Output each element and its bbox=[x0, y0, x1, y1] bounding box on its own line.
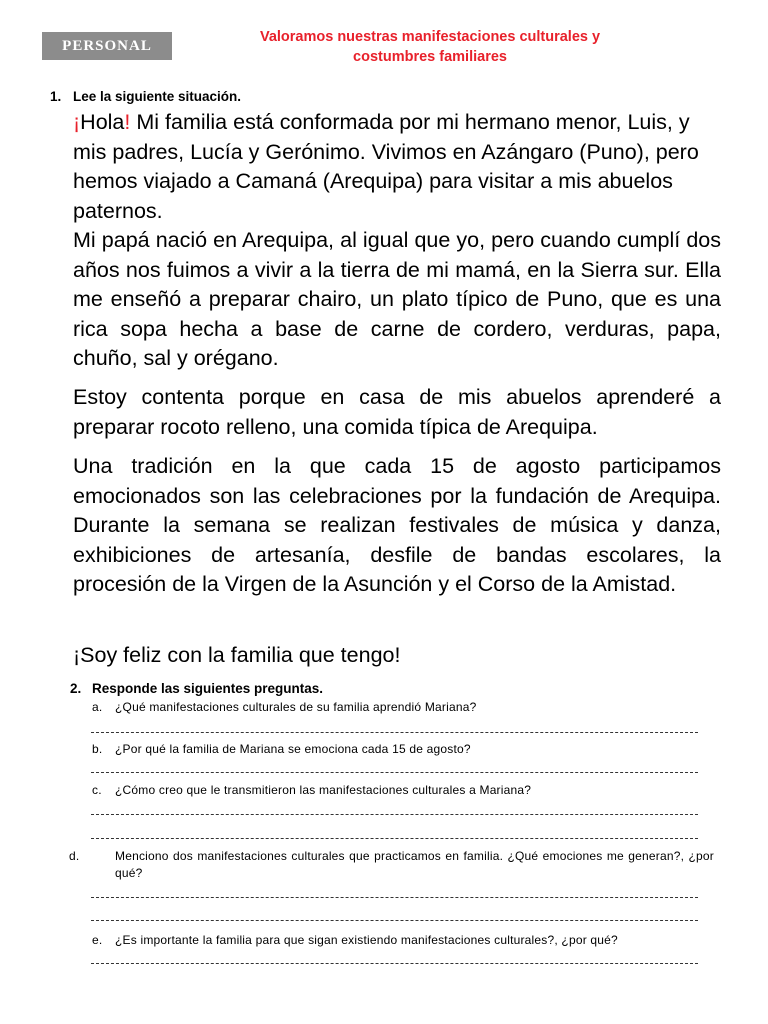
story-paragraph-2-text: Mi papá nació en Arequipa, al igual que yo, pero cuando cumplí dos años nos fuimos a vivir a la tierra de mi mamá, en la Sierra sur. Ella me enseñó a preparar chairo, un plato típico de Puno, que es una rica sopa hecha a base de carne de cordero, verduras, papa, chuño, sal y orégano. bbox=[73, 228, 721, 370]
story-paragraph-5-text: ¡Soy feliz con la familia que tengo! bbox=[73, 643, 401, 667]
question-letter: e. bbox=[92, 933, 103, 947]
story-paragraph-2 bbox=[73, 226, 721, 374]
question-text: ¿Qué manifestaciones culturales de su familia aprendió Mariana? bbox=[115, 700, 477, 714]
question-text: ¿Cómo creo que le transmitieron las manifestaciones culturales a Mariana? bbox=[115, 783, 532, 797]
story-paragraph-4-text: Una tradición en la que cada 15 de agosto participamos emocionados son las celebraciones por la fundación de Arequipa. Durante la semana se realizan festivales de música y danza, exhibiciones de artesanía, desfile de bandas escolares, la procesión de la Virgen de la Asunción y el Corso de la Amistad. bbox=[73, 454, 721, 596]
question-letter: c. bbox=[92, 783, 102, 797]
greeting-word: Hola bbox=[80, 110, 125, 134]
question-letter: a. bbox=[92, 700, 103, 714]
story-paragraph-5 bbox=[73, 641, 721, 671]
answer-line-b1[interactable] bbox=[91, 772, 698, 773]
section-1-label: Lee la siguiente situación. bbox=[73, 89, 242, 104]
section-1-number: 1. bbox=[50, 89, 62, 104]
answer-line-d1[interactable] bbox=[91, 897, 698, 898]
story-paragraph-1 bbox=[73, 108, 721, 226]
title-line-2: costumbres familiares bbox=[353, 49, 507, 65]
question-a bbox=[92, 699, 714, 716]
section-2-label: Responde las siguientes preguntas. bbox=[92, 681, 324, 696]
story-paragraph-3-text: Estoy contenta porque en casa de mis abuelos aprenderé a preparar rocoto relleno, una comida típica de Arequipa. bbox=[73, 385, 721, 439]
question-letter: d. bbox=[69, 849, 80, 863]
worksheet-title bbox=[222, 27, 638, 67]
question-text: Menciono dos manifestaciones culturales que practicamos en familia. ¿Qué emociones me generan?, ¿por qué? bbox=[115, 849, 714, 880]
question-text: ¿Por qué la familia de Mariana se emociona cada 15 de agosto? bbox=[115, 742, 471, 756]
title-line-1: Valoramos nuestras manifestaciones culturales y bbox=[259, 29, 601, 45]
section-2-number: 2. bbox=[70, 681, 82, 696]
question-text: ¿Es importante la familia para que sigan existiendo manifestaciones culturales?, ¿por qué? bbox=[115, 933, 618, 947]
answer-line-d2[interactable] bbox=[91, 920, 698, 921]
section-1-heading bbox=[50, 88, 241, 106]
question-b bbox=[92, 741, 714, 758]
answer-line-a1[interactable] bbox=[91, 732, 698, 733]
greeting-open-mark: ¡ bbox=[73, 110, 81, 134]
question-letter: b. bbox=[92, 742, 103, 756]
answer-line-c1[interactable] bbox=[91, 814, 698, 815]
question-c bbox=[92, 782, 714, 799]
question-d bbox=[69, 848, 714, 882]
section-2-heading bbox=[70, 680, 323, 698]
course-badge: PERSONAL bbox=[42, 32, 172, 60]
answer-line-e1[interactable] bbox=[91, 963, 698, 964]
story-paragraph-4 bbox=[73, 452, 721, 600]
answer-line-c2[interactable] bbox=[91, 838, 698, 839]
greeting-close-mark: ! bbox=[124, 110, 131, 134]
story-paragraph-3 bbox=[73, 383, 721, 442]
story-paragraph-1-text: Mi familia está conformada por mi hermano menor, Luis, y mis padres, Lucía y Gerónimo. Vivimos en Azángaro (Puno), pero hemos viajado a Camaná (Arequipa) para visitar a mis abuelos paternos. bbox=[73, 110, 699, 223]
question-e bbox=[92, 932, 714, 949]
